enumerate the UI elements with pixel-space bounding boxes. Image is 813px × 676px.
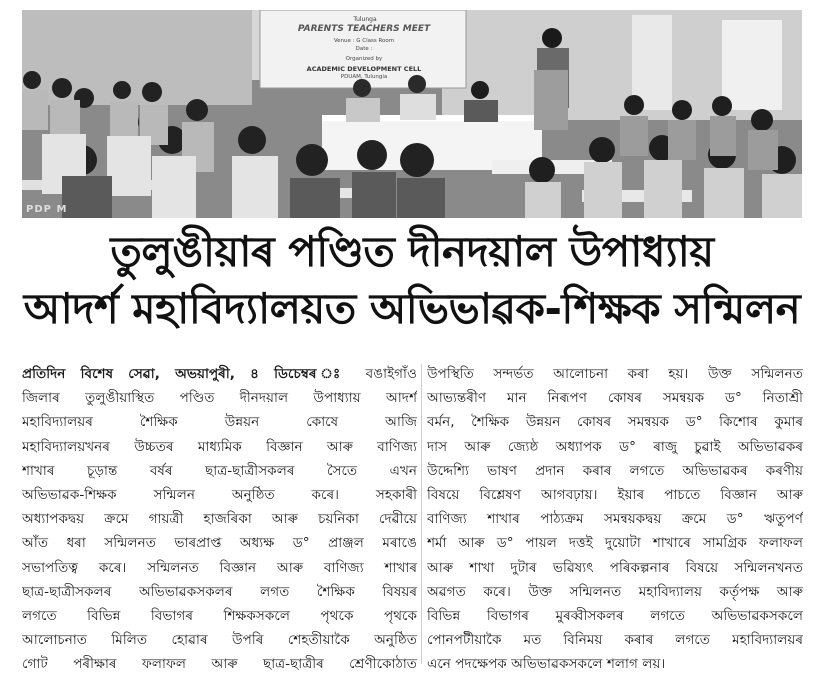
article-line: জিলাৰ তুলুঙীয়াস্থিত পণ্ডিত দীনদয়াল উপাধ্যায় আদৰ্শ xyxy=(22,390,417,407)
article-line: বঙাইগাঁও xyxy=(365,366,417,382)
article-line: বিভিন্ন বিভাগৰ মুৰব্বীসকলৰ লগতে অভিভাৱকসকলে xyxy=(427,607,803,624)
banner-place: PDUAM, Tulungia xyxy=(340,74,388,80)
banner-cell-name: ACADEMIC DEVELOPMENT CELL xyxy=(306,65,422,73)
article-line: লগতে বিভিন্ন বিভাগৰ শিক্ষকসকলে পৃথকে পৃথকে xyxy=(22,607,417,624)
article-line: সভাপতিত্ব কৰে। সন্মিলনত বিজ্ঞান আৰু বাণিজ্য শাখাৰ xyxy=(22,559,417,576)
headline-line-1: তুলুঙীয়াৰ পণ্ডিত দীনদয়াল উপাধ্যায় xyxy=(110,227,714,276)
article-first-line xyxy=(22,362,417,386)
article-line: বাণিজ্য শাখাৰ পাঠ্যক্ৰম সমন্বয়কদ্বয় ক্ৰমে ড° ঋতুপৰ্ণ xyxy=(427,511,803,528)
article-column-right xyxy=(427,362,803,676)
article-line: মহাবিদ্যালয়ৰ শৈক্ষিক উন্নয়ন কোষে আজি xyxy=(22,414,417,431)
article-line: আঁত ধৰা সন্মিলনত ভাৰপ্ৰাপ্ত অধ্যক্ষ ড° প্ৰাঞ্জল মৰাঙে xyxy=(22,535,417,552)
article-line: শাখাৰ চূড়ান্ত বৰ্ষৰ ছাত্ৰ-ছাত্ৰীসকলৰ সৈতে এখন xyxy=(22,462,417,479)
news-photo xyxy=(22,10,802,218)
article-line: উপস্থিতি সন্দৰ্ভত আলোচনা কৰা হয়। উক্ত সন্মিলনত xyxy=(427,366,803,382)
banner-title: PARENTS TEACHERS MEET xyxy=(297,24,431,34)
banner-small-text: Tulunga xyxy=(353,16,377,23)
article-line: আভ্যন্তৰীণ মান নিৰূপণ কোষৰ সমন্বয়ক ড° নিতাশ্ৰী xyxy=(427,390,803,407)
article-line: গোট পৰীক্ষাৰ ফলাফল আৰু ছাত্ৰ-ছাত্ৰীৰ শ্ৰেণীকোঠাত xyxy=(22,656,417,673)
photo-credit: PDP M xyxy=(26,204,68,215)
byline: প্ৰতিদিন বিশেষ সেৱা, অভয়াপুৰী, ৪ ডিচেম্বৰ ঃ xyxy=(22,366,351,382)
article-line: পোনপটীয়াকৈ মত বিনিময় কৰাৰ লগতে মহাবিদ্যালয়ৰ xyxy=(427,632,803,649)
article-line: অধ্যাপকদ্বয় ক্ৰমে গায়ত্ৰী হাজৰিকা আৰু চয়নিকা দেৱীয়ে xyxy=(22,511,417,528)
headline-line-2: আদৰ্শ মহাবিদ্যালয়ত অভিভাৱক-শিক্ষক সন্মিলন xyxy=(23,284,801,333)
article-line: মহাবিদ্যালয়খনৰ উচ্চতৰ মাধ্যমিক বিজ্ঞান আৰু বাণিজ্য xyxy=(22,438,417,455)
article-line: শৰ্মা আৰু ড° পায়ল দত্তই দুয়োটা শাখাৰে সামগ্ৰিক ফলাফল xyxy=(427,535,803,552)
article-line: আলোচনাত মিলিত হোৱাৰ উপৰি শেহতীয়াকৈ অনুষ্ঠিত xyxy=(22,632,417,649)
banner-organizer-label: Organized by xyxy=(345,56,383,62)
article-line: আৰু শাখা দুটাৰ ভৱিষ্যৎ পৰিকল্পনাৰ বিষয়ে সন্মিলনখনত xyxy=(427,559,803,576)
banner-venue: Venue : G Class Room xyxy=(333,38,395,44)
article-line: অৱগত কৰে। উক্ত সন্মিলনত মহাবিদ্যালয় কৰ্তৃপক্ষ আৰু xyxy=(427,583,803,600)
article-line: বিষয়ে বিশ্লেষণ আগবঢ়ায়। ইয়াৰ পাচতে বিজ্ঞান আৰু xyxy=(427,486,803,503)
column-divider xyxy=(421,364,422,664)
article-line: অভিভাৱক-শিক্ষক সন্মিলন অনুষ্ঠিত কৰে। সহকাৰী xyxy=(22,486,417,503)
article-line: এনে পদক্ষেপক অভিভাৱকসকলে শলাগ লয়। xyxy=(427,656,666,673)
article-line: বৰ্মন, শৈক্ষিক উন্নয়ন কোষৰ সমন্বয়ক ড° কিশোৰ কুমাৰ xyxy=(427,414,803,431)
article-column-left xyxy=(22,362,417,676)
banner-date: Date : xyxy=(355,46,373,52)
article-line: দাস আৰু জ্যেষ্ঠ অধ্যাপক ড° ৰাজু চুৱাই অভিভাৱকৰ xyxy=(427,438,803,455)
article-line: উদ্দেশ্যি ভাষণ প্ৰদান কৰাৰ লগতে অভিভাৱকৰ কৰণীয় xyxy=(427,462,803,479)
article-line: ছাত্ৰ-ছাত্ৰীসকলৰ অভিভাৱকসকলৰ লগত শৈক্ষিক বিষয়ৰ xyxy=(22,583,417,600)
